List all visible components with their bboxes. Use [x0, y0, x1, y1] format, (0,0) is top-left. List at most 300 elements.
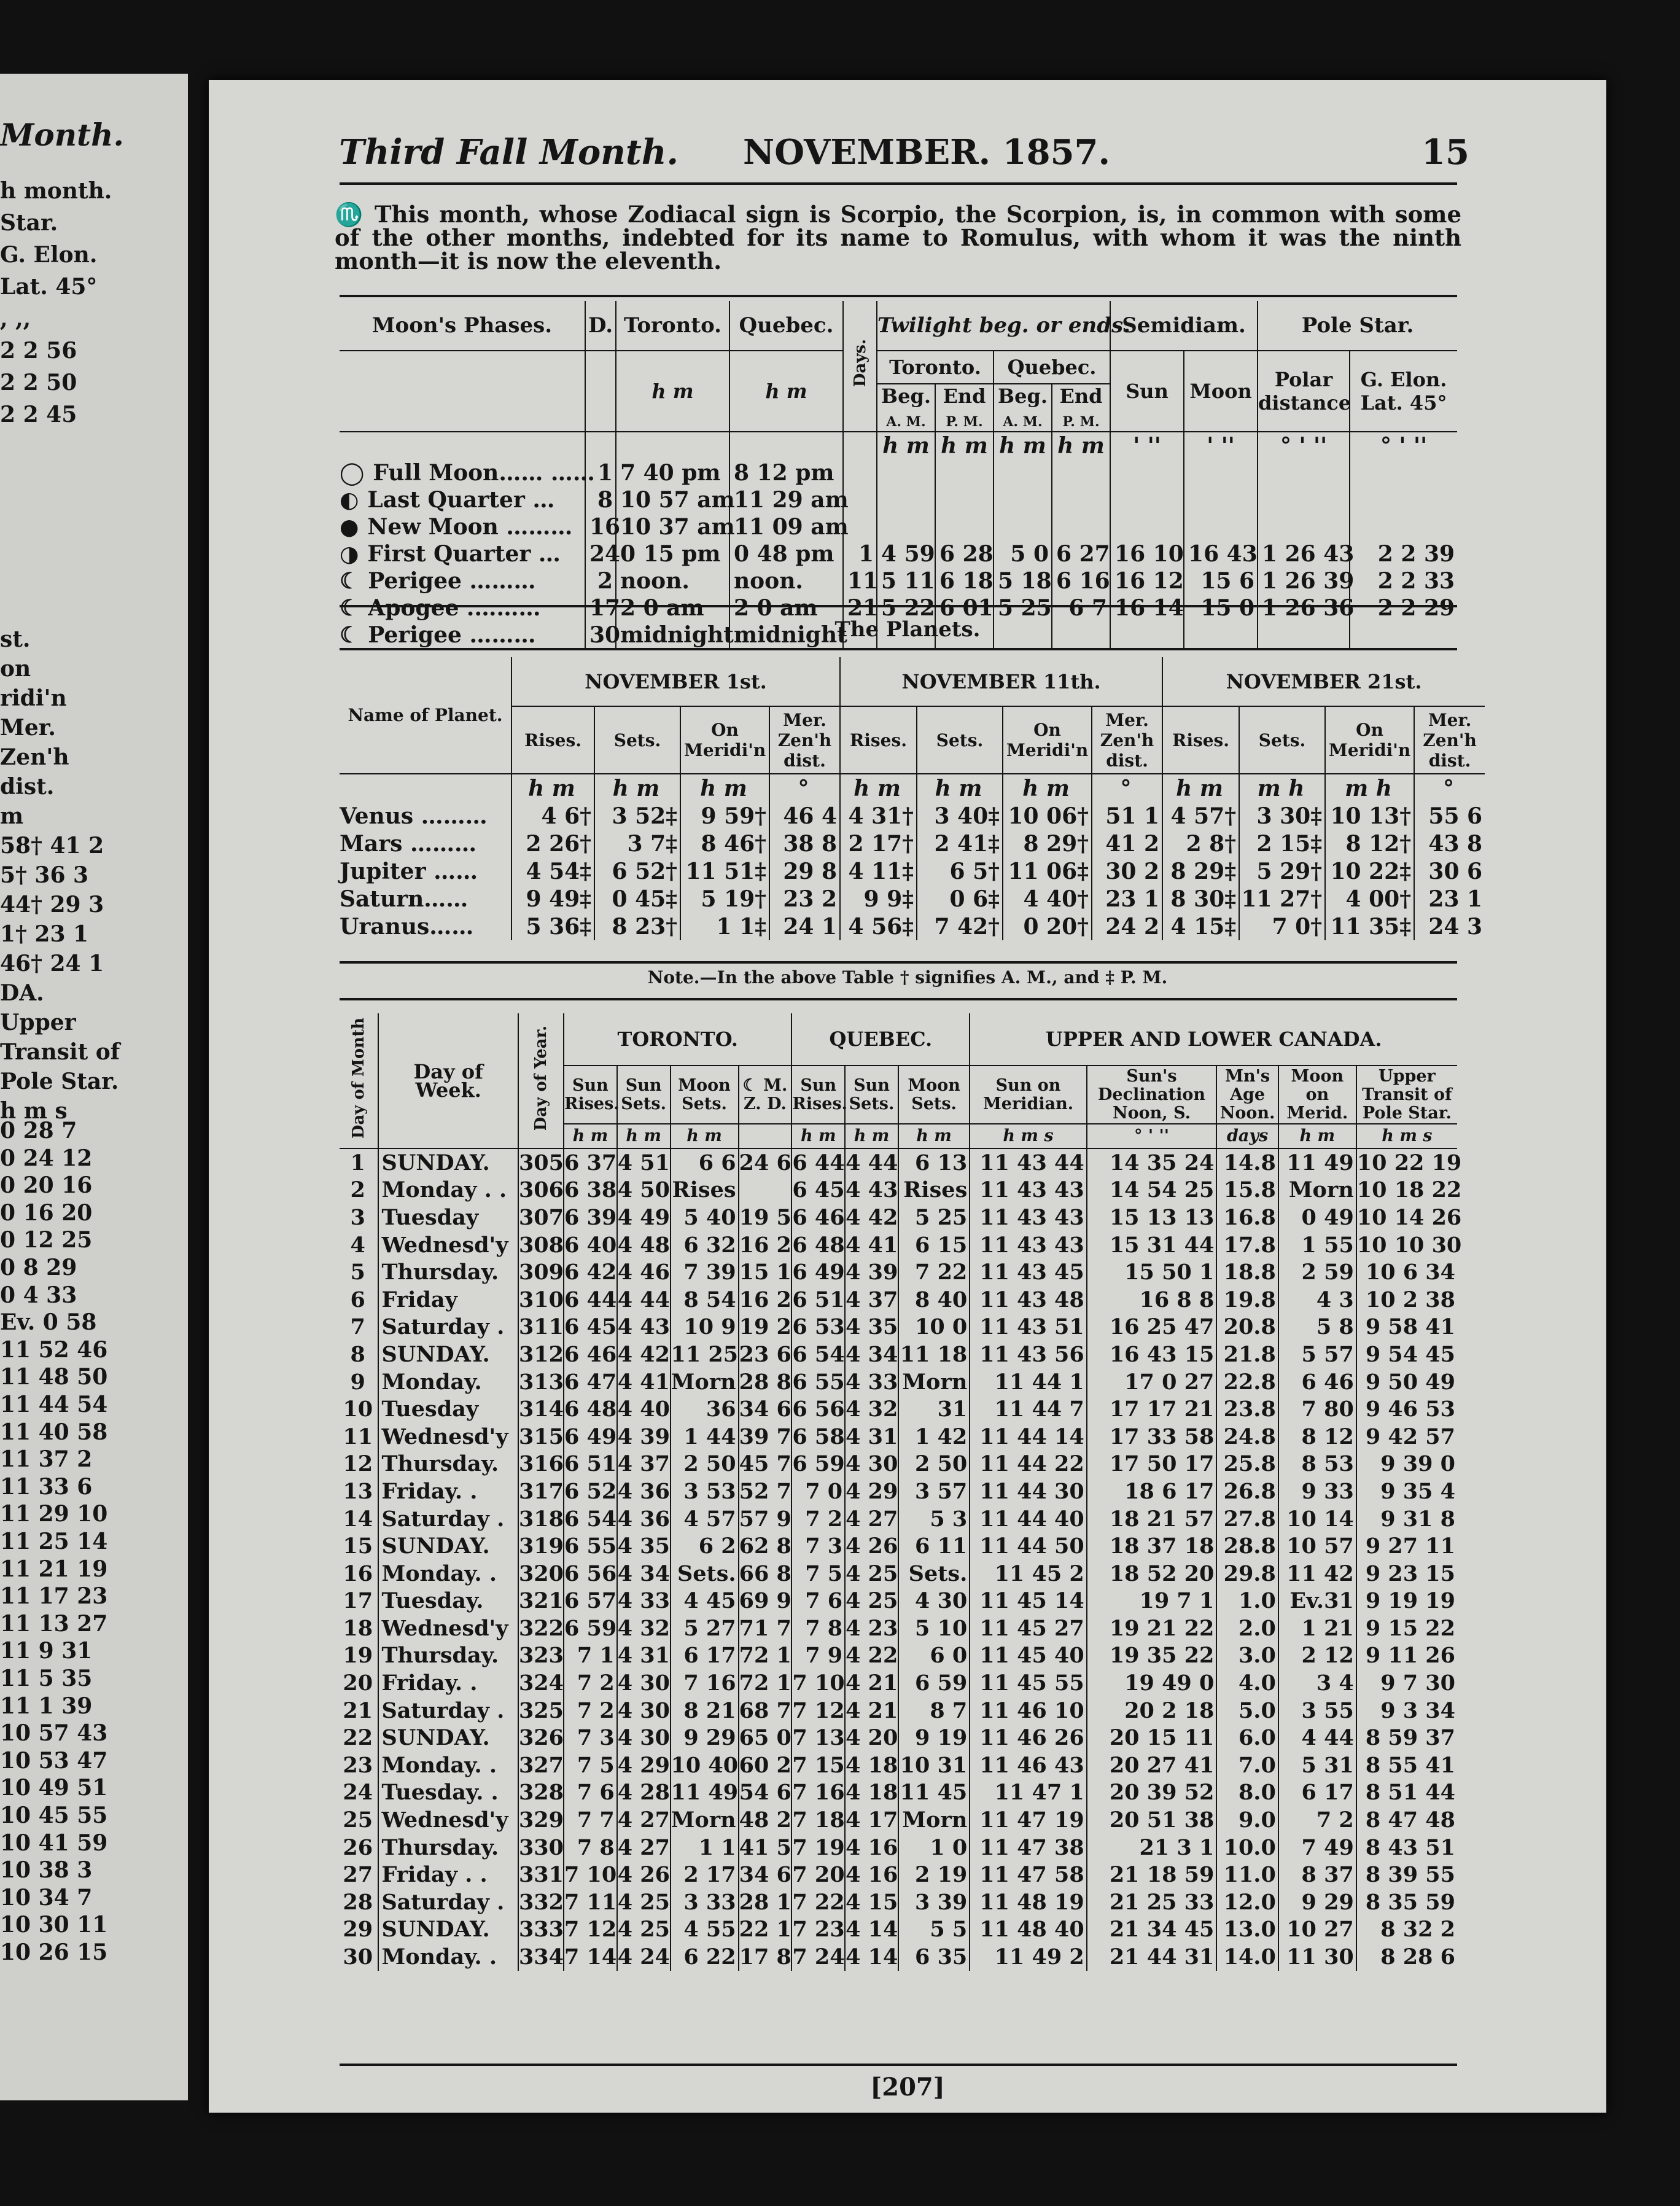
day-cell: 4 21 — [846, 1670, 898, 1696]
planet-cell: 2 41‡ — [917, 830, 1003, 857]
facing-page-line: dist. — [0, 774, 55, 800]
day-cell: 62 8 — [739, 1534, 791, 1559]
daily-bottom-rule — [340, 2064, 1457, 2066]
day-cell: 311 — [518, 1314, 564, 1340]
day-cell: 21 — [343, 1697, 373, 1723]
day-cell: 27 — [343, 1862, 373, 1888]
day-row — [340, 1752, 1457, 1779]
day-cell: 10 31 — [898, 1752, 970, 1779]
phase-cell-qbeg — [994, 513, 1052, 540]
day-row — [340, 1204, 1457, 1231]
day-cell: 2 59 — [1278, 1258, 1356, 1286]
planet-cell: 24 3 — [1414, 913, 1485, 940]
day-cell: 41 5 — [739, 1834, 791, 1860]
col-quebec-group: QUEBEC. — [791, 1013, 970, 1066]
day-cell: 19 21 22 — [1087, 1615, 1217, 1642]
day-cell: Wednesd'y — [378, 1806, 518, 1834]
day-row — [340, 1834, 1457, 1861]
moon-phase-icon: ☾ — [340, 622, 360, 648]
day-cell: 8 47 48 — [1356, 1806, 1457, 1834]
day-cell — [739, 1177, 792, 1204]
facing-page-line: 10 45 55 — [0, 1803, 108, 1828]
day-cell: 7.0 — [1216, 1752, 1278, 1779]
day-cell: 18 — [343, 1615, 373, 1641]
day-cell: 7 5 — [564, 1752, 617, 1779]
day-cell: 7 22 — [792, 1889, 845, 1915]
day-cell: 8 21 — [671, 1697, 739, 1725]
day-cell: 15 — [343, 1534, 373, 1559]
day-cell: 18.8 — [1216, 1258, 1278, 1286]
day-cell: 11 48 19 — [970, 1888, 1086, 1916]
day-cell: Wednesd'y — [378, 1231, 518, 1259]
planets-table: Name of Planet. NOVEMBER 1st. NOVEMBER 11th. NOVEMBER 21st. Rises. Sets. On Meridi'n Mer. Zen'h dist. Rises. Sets. On Meridi'n Mer. Zen'h dist. Rises. Sets. On Meridi'n Mer. Zen'h dist. h m h m h m ° h m h m h m ° h m m h m h ° Venus ……… 4 6† 3 52‡ 9 59† 46 4 4 31† 3 40‡ 10 06† 51 1 4 57† 3 30‡ 10 13† 55 6 Mars ……… 2 26† 3 7‡ 8 46† 38 8 2 17† 2 41‡ 8 29† 41 2 2 8† 2 15‡ 8 12† 43 8 Jupiter …… 4 54‡ 6 52† 11 51‡ 29 8 4 11‡ 6 5† 11 06‡ 30 2 8 29‡ 5 29† 10 22‡ 30 6 Saturn…… 9 49‡ 0 45‡ 5 19† 23 2 9 9‡ 0 6‡ 4 40† 23 1 8 30‡ 11 27† 4 00† 23 1 Uranus…… 5 36‡ 8 23† 1 1‡ 24 1 4 56‡ 7 42† 0 20† 24 2 4 15‡ 7 0† 11 35‡ 24 3 — [340, 657, 1485, 940]
col-toronto: Toronto. — [616, 301, 729, 351]
day-cell: 4 29 — [617, 1752, 670, 1778]
phase-cell-day: 1 — [843, 540, 877, 567]
phase-cell-d: 24 — [585, 540, 616, 567]
facing-page-line: 11 9 31 — [0, 1638, 93, 1664]
phase-cell-polar: 1 26 43 — [1258, 540, 1350, 567]
day-cell: Monday . . — [378, 1177, 518, 1204]
day-cell: 66 8 — [739, 1561, 791, 1586]
phase-row — [340, 540, 1457, 567]
day-row — [340, 1231, 1457, 1259]
phase-cell-day — [843, 459, 877, 486]
day-cell: 6 48 — [792, 1232, 845, 1258]
day-cell: 8 39 55 — [1356, 1861, 1457, 1888]
day-row — [340, 1615, 1457, 1642]
day-cell: 36 — [671, 1395, 739, 1423]
day-cell: 21 3 1 — [1087, 1834, 1217, 1861]
day-cell: 11 43 43 — [970, 1204, 1086, 1231]
folio-number: [207] — [870, 2073, 945, 2102]
facing-page-line: DA. — [0, 980, 44, 1006]
day-cell: 4 23 — [846, 1615, 898, 1641]
day-row — [340, 1888, 1457, 1916]
planet-cell: 10 22‡ — [1325, 857, 1414, 885]
day-cell: 5 5 — [898, 1916, 970, 1944]
day-cell: 4 25 — [617, 1917, 670, 1943]
facing-page-line: 1† 23 1 — [0, 921, 89, 947]
phase-cell-gelon: 2 2 33 — [1350, 567, 1457, 594]
planet-row — [340, 830, 1485, 857]
day-cell: 20.8 — [1216, 1314, 1278, 1341]
planet-cell: 8 46† — [680, 830, 769, 857]
day-cell: 318 — [518, 1506, 564, 1532]
day-row — [340, 1258, 1457, 1286]
day-cell: 16 — [343, 1561, 373, 1586]
day-cell: 11 — [343, 1424, 373, 1449]
day-cell: 16 8 8 — [1087, 1286, 1217, 1314]
planet-cell: 11 27† — [1239, 885, 1325, 913]
col-planet-name: Name of Planet. — [340, 657, 511, 774]
day-cell: 14 54 25 — [1087, 1177, 1217, 1204]
day-cell: 4 48 — [617, 1232, 670, 1258]
day-cell: 7 49 — [1278, 1834, 1356, 1861]
day-cell: 316 — [518, 1451, 564, 1477]
phase-cell-tend — [935, 459, 994, 486]
day-cell: 52 7 — [739, 1478, 791, 1504]
day-cell: Thursday. — [378, 1258, 518, 1286]
day-cell: Tuesday. — [378, 1588, 518, 1615]
planet-cell: 11 35‡ — [1325, 913, 1414, 940]
planets-note: Note.—In the above Table † signifies A. M., and ‡ P. M. — [647, 967, 1168, 988]
day-cell: 11 44 50 — [970, 1532, 1086, 1560]
day-cell: 1 1 — [671, 1834, 739, 1861]
day-cell: 8.0 — [1216, 1779, 1278, 1807]
day-cell: 7 20 — [792, 1862, 845, 1888]
day-cell: 20 — [343, 1670, 373, 1696]
facing-page-line: 11 37 2 — [0, 1446, 93, 1473]
day-cell: 8 — [350, 1341, 365, 1367]
day-cell: 15 31 44 — [1087, 1231, 1217, 1259]
day-cell: Wednesd'y — [378, 1423, 518, 1451]
phase-cell-tend: 6 28 — [935, 540, 994, 567]
day-cell: 15 13 13 — [1087, 1204, 1217, 1231]
day-cell: 328 — [518, 1780, 564, 1806]
phase-cell-tor: 10 57 am — [616, 486, 729, 513]
day-cell: 7 24 — [792, 1944, 845, 1970]
day-cell: 308 — [518, 1232, 564, 1258]
day-row — [340, 1341, 1457, 1368]
day-row — [340, 1314, 1457, 1341]
day-cell: 7 12 — [792, 1697, 845, 1723]
day-row — [340, 1588, 1457, 1615]
day-cell: 4 16 — [846, 1862, 898, 1888]
day-cell: 7 22 — [898, 1258, 970, 1286]
day-row — [340, 1724, 1457, 1752]
day-cell: 7 16 — [792, 1780, 845, 1806]
moon-phase-icon: ☾ — [340, 568, 360, 594]
facing-page-line: 10 57 43 — [0, 1720, 108, 1747]
phase-name: Perigee ……… — [368, 568, 536, 594]
day-cell: 7 80 — [1278, 1395, 1356, 1423]
day-cell: 7 2 — [564, 1697, 617, 1725]
day-cell: 14 — [343, 1506, 373, 1532]
day-cell: 6 55 — [792, 1369, 845, 1395]
day-cell: 310 — [518, 1287, 564, 1312]
phase-cell-d: 16 — [585, 513, 616, 540]
phase-cell-d: 30 — [585, 622, 616, 649]
day-cell: 4 25 — [846, 1588, 898, 1614]
day-cell: 6 35 — [898, 1943, 970, 1971]
day-cell: 4 34 — [846, 1341, 898, 1367]
day-cell: 16 43 15 — [1087, 1341, 1217, 1368]
day-cell: 2 12 — [1278, 1642, 1356, 1670]
day-cell: 312 — [518, 1341, 564, 1367]
phase-cell-sun — [1110, 513, 1184, 540]
col-toronto-group: TORONTO. — [564, 1013, 791, 1066]
day-cell: 23 — [343, 1752, 373, 1778]
day-cell: 11 45 27 — [970, 1615, 1086, 1642]
facing-page-line: Pole Star. — [0, 1069, 119, 1094]
day-cell: 28 1 — [739, 1889, 791, 1915]
day-cell: 27.8 — [1216, 1505, 1278, 1533]
facing-page-line: 0 20 16 — [0, 1172, 93, 1199]
day-cell: 4 42 — [617, 1341, 670, 1367]
day-cell: 7 15 — [792, 1752, 845, 1778]
phase-cell-qbeg: 5 25 — [994, 594, 1052, 622]
planet-name: Saturn…… — [340, 886, 469, 912]
facing-page-line: 0 4 33 — [0, 1282, 77, 1308]
phase-name: Last Quarter … — [367, 487, 555, 513]
planet-cell: 4 00† — [1325, 885, 1414, 913]
day-cell: 3 4 — [1278, 1669, 1356, 1697]
day-cell: 2 19 — [898, 1861, 970, 1888]
day-cell: 16 25 47 — [1087, 1314, 1217, 1341]
day-cell: 4 31 — [617, 1643, 670, 1669]
day-cell: 4 41 — [846, 1232, 898, 1258]
day-cell: 6 39 — [564, 1204, 617, 1230]
phase-cell-day: 21 — [843, 594, 877, 622]
day-cell: 329 — [518, 1807, 564, 1833]
day-cell: 22 — [343, 1725, 373, 1751]
day-cell: 13 — [343, 1478, 373, 1504]
planet-cell: 2 15‡ — [1239, 830, 1325, 857]
day-cell: SUNDAY. — [378, 1724, 518, 1752]
day-cell: 19 — [343, 1643, 373, 1669]
day-cell: 11 44 1 — [970, 1368, 1086, 1396]
phase-cell-moon: 15 0 — [1184, 594, 1258, 622]
phase-cell-tor: midnight — [616, 622, 729, 649]
day-cell: 19 5 — [739, 1204, 791, 1230]
day-cell: 6 45 — [564, 1314, 617, 1340]
day-cell: 15.8 — [1216, 1177, 1278, 1204]
day-cell: 6 48 — [564, 1397, 617, 1422]
phase-cell-tor: 2 0 am — [616, 594, 729, 622]
planet-cell: 8 29‡ — [1162, 857, 1239, 885]
phases-bottom-rule — [340, 605, 1457, 607]
planet-cell: 11 06‡ — [1003, 857, 1092, 885]
planet-cell: 38 8 — [769, 830, 840, 857]
phase-cell-tor: 0 15 pm — [616, 540, 729, 567]
day-cell: 24 6 — [739, 1148, 792, 1177]
facing-page-line: Star. — [0, 210, 58, 236]
planet-cell: 8 29† — [1003, 830, 1092, 857]
day-cell: 10 14 26 — [1356, 1204, 1462, 1230]
day-cell: 4 31 — [846, 1424, 898, 1449]
phase-cell-qend: 6 16 — [1052, 567, 1110, 594]
facing-page-line: 11 21 19 — [0, 1556, 108, 1582]
facing-page-line: 44† 29 3 — [0, 892, 104, 918]
day-cell: 7 6 — [791, 1588, 845, 1615]
planet-cell: 4 11‡ — [840, 857, 917, 885]
col-day-of-year: Day of Year. — [518, 1013, 564, 1148]
phase-cell-gelon — [1350, 513, 1457, 540]
day-cell: 6 15 — [898, 1231, 970, 1259]
day-cell: 11 49 2 — [970, 1943, 1086, 1971]
planet-cell: 2 26† — [511, 830, 594, 857]
day-cell: 4 37 — [617, 1451, 670, 1477]
planet-cell: 2 17† — [840, 830, 917, 857]
day-cell: 48 2 — [739, 1807, 791, 1833]
day-cell: 7 2 — [791, 1505, 845, 1533]
facing-page-line: m — [0, 803, 24, 829]
phase-row — [340, 486, 1457, 513]
day-cell: 5.0 — [1216, 1697, 1278, 1725]
day-cell: 6 58 — [792, 1424, 845, 1449]
day-cell: 11 42 — [1278, 1560, 1356, 1588]
col-polar: Polar distance — [1258, 351, 1350, 432]
day-cell: 11 43 48 — [970, 1286, 1086, 1314]
day-cell: 4 30 — [846, 1451, 898, 1477]
day-cell: 28.8 — [1216, 1532, 1278, 1560]
facing-page-line: 11 44 54 — [0, 1392, 108, 1417]
day-cell: 9 39 0 — [1356, 1451, 1457, 1478]
day-cell: 11 44 30 — [970, 1478, 1086, 1505]
day-cell: 2 — [350, 1177, 365, 1203]
day-cell: 4 42 — [846, 1204, 898, 1230]
day-cell: 21 25 33 — [1087, 1888, 1217, 1916]
day-cell: 319 — [518, 1534, 564, 1559]
phase-cell-tbeg — [877, 459, 935, 486]
facing-page-line: 10 49 51 — [0, 1775, 108, 1801]
day-cell: 4 33 — [846, 1369, 898, 1395]
phase-cell-gelon — [1350, 459, 1457, 486]
day-cell: 5 27 — [671, 1615, 739, 1642]
phase-cell-que: 2 0 am — [729, 594, 843, 622]
day-cell: 28 8 — [739, 1369, 791, 1395]
phase-cell-tend — [935, 486, 994, 513]
phase-cell-qend: 6 27 — [1052, 540, 1110, 567]
day-cell: 23 6 — [739, 1341, 791, 1367]
day-cell: 307 — [518, 1204, 564, 1230]
moon-phase-icon: ◑ — [340, 541, 359, 567]
day-cell: 9 11 26 — [1356, 1642, 1457, 1670]
day-row — [340, 1423, 1457, 1451]
day-cell: 8 7 — [898, 1697, 970, 1725]
phase-cell-polar: 1 26 39 — [1258, 567, 1350, 594]
phase-cell-sun: 16 10 — [1110, 540, 1184, 567]
day-cell: 7 19 — [792, 1834, 845, 1860]
day-cell: 4.0 — [1216, 1669, 1278, 1697]
day-cell: Rises — [898, 1177, 970, 1204]
planet-cell: 6 5† — [917, 857, 1003, 885]
planet-cell: 55 6 — [1414, 802, 1485, 830]
planet-cell: 3 52‡ — [594, 802, 680, 830]
day-cell: 10 2 38 — [1356, 1286, 1457, 1314]
day-cell: 6 42 — [564, 1260, 617, 1285]
facing-page-line: 0 8 29 — [0, 1255, 77, 1280]
facing-page-line: 58† 41 2 — [0, 833, 104, 859]
day-cell: 7 16 — [671, 1669, 739, 1697]
planet-cell: 4 54‡ — [511, 857, 594, 885]
day-cell: 2 50 — [898, 1451, 970, 1478]
day-cell: 20 39 52 — [1087, 1779, 1217, 1807]
day-cell: Monday. . — [378, 1560, 518, 1588]
phase-cell-que: 8 12 pm — [729, 459, 843, 486]
moon-phase-icon: ● — [340, 514, 359, 540]
day-cell: 9 35 4 — [1356, 1478, 1457, 1505]
day-cell: 326 — [518, 1725, 564, 1751]
day-cell: 57 9 — [739, 1506, 791, 1532]
day-cell: 6 13 — [898, 1148, 970, 1177]
day-cell: 4 28 — [617, 1780, 670, 1806]
planet-cell: 8 30‡ — [1162, 885, 1239, 913]
day-cell: 8 12 — [1278, 1423, 1356, 1451]
planet-cell: 5 29† — [1239, 857, 1325, 885]
planet-cell: 23 2 — [769, 885, 840, 913]
day-cell: 6 53 — [792, 1314, 845, 1340]
phase-cell-tor: 7 40 pm — [616, 459, 729, 486]
day-cell: 10 9 — [671, 1314, 739, 1341]
planet-cell: 5 36‡ — [511, 913, 594, 940]
day-cell: 19 7 1 — [1087, 1588, 1217, 1615]
day-cell: 4 36 — [617, 1506, 670, 1532]
day-cell: 314 — [518, 1397, 564, 1422]
planet-cell: 24 2 — [1092, 913, 1162, 940]
header-rule — [340, 182, 1457, 185]
planet-cell: 9 59† — [680, 802, 769, 830]
day-cell: 4 55 — [671, 1916, 739, 1944]
planet-cell: 8 12† — [1325, 830, 1414, 857]
day-cell: Thursday. — [378, 1642, 518, 1670]
day-cell: 2 50 — [671, 1451, 739, 1478]
planet-name: Mars ……… — [340, 830, 476, 857]
planet-cell: 23 1 — [1092, 885, 1162, 913]
day-cell: 11 47 38 — [970, 1834, 1086, 1861]
day-row — [340, 1451, 1457, 1478]
day-cell: 6 56 — [792, 1397, 845, 1422]
day-cell: Morn — [671, 1806, 739, 1834]
phase-cell-polar — [1258, 513, 1350, 540]
day-cell: 4 35 — [617, 1534, 670, 1559]
day-cell: Friday. . — [378, 1669, 518, 1697]
day-cell: 7 — [350, 1314, 365, 1340]
planet-name: Venus ……… — [340, 803, 488, 829]
day-cell: Saturday . — [378, 1697, 518, 1725]
phase-cell-tor: 10 37 am — [616, 513, 729, 540]
col-quebec: Quebec. — [729, 301, 843, 351]
planet-cell: 41 2 — [1092, 830, 1162, 857]
day-row — [340, 1286, 1457, 1314]
day-cell: 10 40 — [671, 1752, 739, 1778]
day-cell: 4 43 — [617, 1314, 670, 1340]
day-cell: 8 59 37 — [1356, 1724, 1457, 1752]
day-cell: 4 — [350, 1232, 365, 1258]
phase-cell-d: 17 — [585, 594, 616, 622]
day-cell: 10.0 — [1216, 1834, 1278, 1861]
day-cell: 11 47 1 — [970, 1779, 1086, 1807]
day-cell: 18 21 57 — [1087, 1505, 1217, 1533]
day-cell: 19 49 0 — [1087, 1669, 1217, 1697]
planet-cell: 24 1 — [769, 913, 840, 940]
planet-cell: 3 7‡ — [594, 830, 680, 857]
facing-page-line: 11 52 46 — [0, 1336, 108, 1363]
day-cell: 7 8 — [564, 1834, 617, 1861]
day-cell: 45 7 — [739, 1451, 791, 1477]
day-cell: 4 30 — [617, 1697, 670, 1723]
daily-calendar-table: Day of Month Day of Week. Day of Year. TORONTO. QUEBEC. UPPER AND LOWER CANADA. Sun Rises. Sun Sets. Moon Sets. ☾ M. Z. D. Sun Rises. Sun Sets. Moon Sets. Sun on Meridian. Sun's Declination Noon, S. Mn's Age Noon. Moon on Merid. Upper Transit of Pole Star. h m h m h m h m h m h m h m s ° ' '' days h m h m s 1 SUNDAY. 305 6 37 4 51 6 6 24 6 6 44 4 44 6 13 11 43 44 14 35 24 14.8 11 49 10 22 19 2 Monday . . 306 6 38 4 50 Rises 6 45 4 43 Rises 11 43 43 14 54 25 15.8 Morn 10 18 22 3 Tuesday 307 6 39 4 49 5 40 19 5 6 46 4 42 5 25 11 43 43 15 13 13 16.8 0 49 10 14 26 4 Wednesd'y 308 6 40 4 48 6 32 16 2 6 48 4 41 6 15 11 43 43 15 31 44 17.8 1 55 10 10 30 5 Thursday. 309 6 42 4 46 7 39 15 1 6 49 4 39 7 22 11 43 45 15 50 1 18.8 2 59 10 6 34 6 Friday 310 6 44 4 44 8 54 16 2 6 51 4 37 8 40 11 43 48 16 8 8 19.8 4 3 10 2 38 7 Saturday . 311 6 45 4 43 10 9 19 2 6 53 4 35 10 0 11 43 51 16 25 47 20.8 5 8 9 58 41 8 SUNDAY. 312 6 46 4 42 11 25 23 6 6 54 4 34 11 18 11 43 56 16 43 15 21.8 5 57 9 54 45 9 Monday. 313 6 47 4 41 Morn 28 8 6 55 4 33 Morn 11 44 1 17 0 27 22.8 6 46 9 50 49 10 Tuesday 314 6 48 4 40 36 34 6 6 56 4 32 31 11 44 7 17 17 21 23.8 7 80 9 46 53 11 Wednesd'y 315 6 49 4 39 1 44 39 7 6 58 4 31 1 42 11 44 14 17 33 58 24.8 8 12 9 42 57 12 Thursday. 316 6 51 4 37 2 50 45 7 6 59 4 30 2 50 11 44 22 17 50 17 25.8 8 53 9 39 0 13 Friday. . 317 6 52 4 36 3 53 52 7 7 0 4 29 3 57 11 44 30 18 6 17 26.8 9 33 9 35 4 14 Saturday . 318 6 54 4 36 4 57 57 9 7 2 4 27 5 3 11 44 40 18 21 57 27.8 10 14 9 31 8 15 SUNDAY. 319 6 55 4 35 6 2 62 8 7 3 4 26 6 11 11 44 50 18 37 18 28.8 10 57 9 27 11 16 Monday. . 320 6 56 4 34 Sets. 66 8 7 5 4 25 Sets. 11 45 2 18 52 20 29.8 11 42 9 23 15 17 Tuesday. 321 6 57 4 33 4 45 69 9 7 6 4 25 4 30 11 45 14 19 7 1 1.0 Ev.31 9 19 19 18 Wednesd'y 322 6 59 4 32 5 27 71 7 7 8 4 23 5 10 11 45 27 19 21 22 2.0 1 21 9 15 22 19 Thursday. 323 7 1 4 31 6 17 72 1 7 9 4 22 6 0 11 45 40 19 35 22 3.0 2 12 9 11 26 20 Friday. . 324 7 2 4 30 7 16 72 1 7 10 4 21 6 59 11 45 55 19 49 0 4.0 3 4 9 7 30 21 Saturday . 325 7 2 4 30 8 21 68 7 7 12 4 21 8 7 11 46 10 20 2 18 5.0 3 55 9 3 34 22 SUNDAY. 326 7 3 4 30 9 29 65 0 7 13 4 20 9 19 11 46 26 20 15 11 6.0 4 44 8 59 37 23 Monday. . 327 7 5 4 29 10 40 60 2 7 15 4 18 10 31 11 46 43 20 27 41 7.0 5 31 8 55 41 24 Tuesday. . 328 7 6 4 28 11 49 54 6 7 16 4 18 11 45 11 47 1 20 39 52 8.0 6 17 8 51 44 25 Wednesd'y 329 7 7 4 27 Morn 48 2 7 18 4 17 Morn 11 47 19 20 51 38 9.0 7 2 8 47 48 26 Thursday. 330 7 8 4 27 1 1 41 5 7 19 4 16 1 0 11 47 38 21 3 1 10.0 7 49 8 43 51 27 Friday . . 331 7 10 4 26 2 17 34 6 7 20 4 16 2 19 11 47 58 21 18 59 11.0 8 37 8 39 55 28 Saturday . 332 7 11 4 25 3 33 28 1 7 22 4 15 3 39 11 48 19 21 25 33 12.0 9 29 8 35 59 29 SUNDAY. 333 7 12 4 25 4 55 22 1 7 23 4 14 5 5 11 48 40 21 34 45 13.0 10 27 8 32 2 30 Monday. . 334 7 14 4 24 6 22 17 8 7 24 4 14 6 35 11 49 2 21 44 31 14.0 11 30 8 28 6 — [340, 1013, 1457, 1971]
facing-page-line: Transit of — [0, 1039, 120, 1065]
day-cell: 29.8 — [1216, 1560, 1278, 1588]
day-cell: 4 34 — [617, 1561, 670, 1586]
day-cell: 14 35 24 — [1087, 1148, 1217, 1177]
day-row — [340, 1861, 1457, 1888]
planet-cell: 30 6 — [1414, 857, 1485, 885]
day-cell: 15 1 — [739, 1260, 791, 1285]
day-cell: 7 2 — [564, 1669, 617, 1697]
day-cell: 320 — [518, 1561, 564, 1586]
col-nov1: NOVEMBER 1st. — [511, 657, 840, 706]
day-cell: 8 37 — [1278, 1861, 1356, 1888]
day-cell: 6 59 — [792, 1451, 845, 1477]
day-cell: 4 14 — [846, 1917, 898, 1943]
day-cell: 6 51 — [564, 1451, 617, 1477]
day-cell: 22.8 — [1216, 1368, 1278, 1396]
col-days: Days. — [843, 301, 877, 432]
planet-row — [340, 885, 1485, 913]
